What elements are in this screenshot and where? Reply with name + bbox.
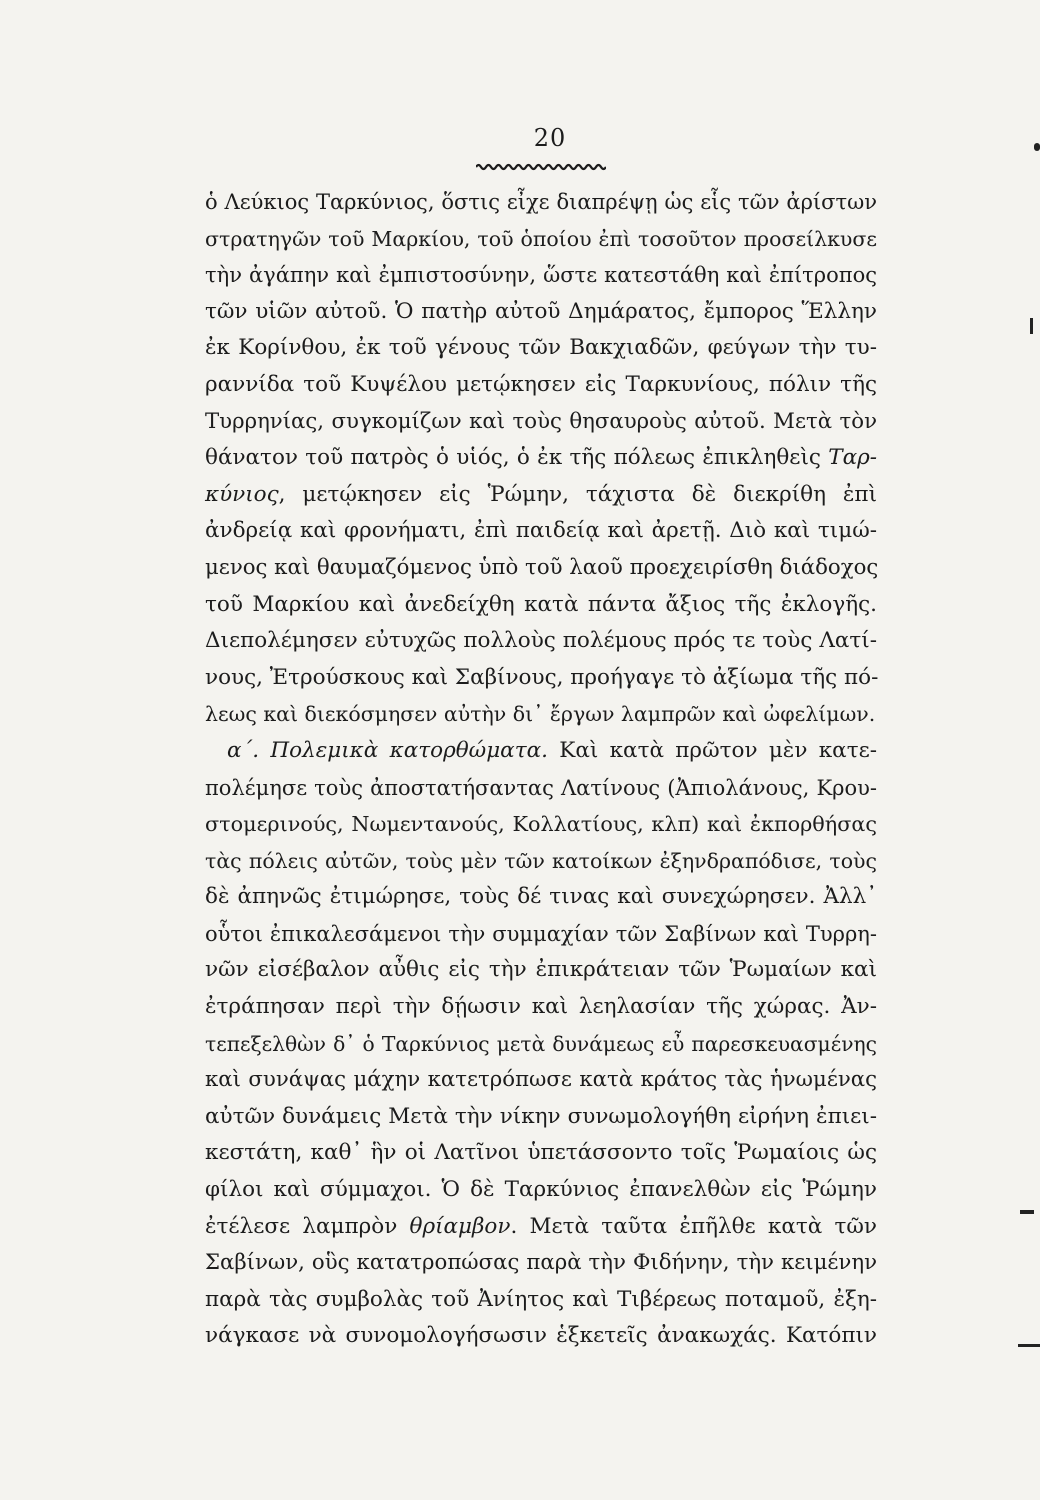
scan-edge-mark: [1020, 1210, 1034, 1214]
text-line: ἐτράπησαν περὶ τὴν δῄωσιν καὶ λεηλασίαν τῆς χώρας. Ἀν-: [205, 994, 877, 1020]
text-line: κύνιος, μετῴκησεν εἰς Ῥώμην, τάχιστα δὲ διεκρίθη ἐπὶ: [205, 481, 877, 507]
text-line: καὶ συνάψας μάχην κατετρόπωσε κατὰ κράτος τὰς ἡνωμένας: [205, 1067, 877, 1093]
text-line: τεπεξελθὼν δ᾽ ὁ Ταρκύνιος μετὰ δυνάμεως εὖ παρεσκευασμένης: [205, 1031, 877, 1056]
text-line: στρατηγῶν τοῦ Μαρκίου, τοῦ ὁποίου ἐπὶ τοσοῦτον προσείλκυσε: [205, 226, 877, 251]
text-line: ὁ Λεύκιος Ταρκύνιος, ὅστις εἶχε διαπρέψῃ ὡς εἷς τῶν ἀρίστων: [205, 190, 877, 214]
text-line: στομερινούς, Νωμεντανούς, Κολλατίους, κλπ) καὶ ἐκπορθήσας: [205, 812, 877, 837]
scan-edge-mark: [1018, 1344, 1040, 1347]
page-number: 20: [533, 124, 567, 152]
text-line: ἐτέλεσε λαμπρὸν θρίαμβον. Μετὰ ταῦτα ἐπῆλθε κατὰ τῶν: [205, 1213, 877, 1239]
text-line: οὗτοι ἐπικαλεσάμενοι τὴν συμμαχίαν τῶν Σαβίνων καὶ Τυρρη-: [205, 921, 877, 946]
italic-word: θρίαμβον: [409, 1213, 511, 1239]
text-line: Διεπολέμησεν εὐτυχῶς πολλοὺς πολέμους πρός τε τοὺς Λατί-: [205, 628, 877, 654]
text-line: θάνατον τοῦ πατρὸς ὁ υἱός, ὁ ἐκ τῆς πόλεως ἐπικληθεὶς Ταρ-: [205, 445, 877, 471]
text-line: παρὰ τὰς συμβολὰς τοῦ Ἀνίητος καὶ Τιβέρεως ποταμοῦ, ἐξη-: [205, 1286, 877, 1312]
section-heading-line: α΄. Πολεμικὰ κατορθώματα. Καὶ κατὰ πρῶτον μὲν κατε-: [227, 737, 877, 763]
body-text: [205, 184, 877, 1355]
scan-edge-mark: [1030, 318, 1033, 334]
text-line: τὴν ἀγάπην καὶ ἐμπιστοσύνην, ὥστε κατεστάθη καὶ ἐπίτροπος: [205, 263, 877, 288]
decorative-rule: [476, 163, 606, 171]
text-line: δὲ ἀπηνῶς ἐτιμώρησε, τοὺς δέ τινας καὶ συνεχώρησεν. Ἀλλ᾽: [205, 884, 877, 910]
italic-name: Ταρ-: [828, 445, 877, 471]
text-line: λεως καὶ διεκόσμησεν αὐτὴν δι᾽ ἔργων λαμπρῶν καὶ ὠφελίμων.: [205, 702, 876, 727]
text-line: νους, Ἐτρούσκους καὶ Σαβίνους, προήγαγε τὸ ἀξίωμα τῆς πό-: [205, 664, 879, 690]
text-line: πολέμησε τοὺς ἀποστατήσαντας Λατίνους (Ἀπιολάνους, Κρου-: [205, 775, 877, 800]
text-line: αὐτῶν δυνάμεις Μετὰ τὴν νίκην συνωμολογήθη εἰρήνη ἐπιει-: [205, 1103, 877, 1129]
text-line: τῶν υἱῶν αὐτοῦ. Ὁ πατὴρ αὐτοῦ Δημάρατος, ἔμπορος Ἕλλην: [205, 298, 877, 324]
text-line: ἀνδρείᾳ καὶ φρονήματι, ἐπὶ παιδείᾳ καὶ ἀρετῇ. Διὸ καὶ τιμώ-: [205, 518, 877, 544]
text-line: Τυρρηνίας, συγκομίζων καὶ τοὺς θησαυροὺς αὐτοῦ. Μετὰ τὸν: [205, 408, 877, 434]
text-line: ραννίδα τοῦ Κυψέλου μετῴκησεν εἰς Ταρκυνίους, πόλιν τῆς: [205, 371, 877, 397]
text-line: Σαβίνων, οὓς κατατροπώσας παρὰ τὴν Φιδήνην, τὴν κειμένην: [205, 1250, 877, 1276]
text-line: νῶν εἰσέβαλον αὖθις εἰς τὴν ἐπικράτειαν τῶν Ῥωμαίων καὶ: [205, 957, 877, 983]
text-line: μενος καὶ θαυμαζόμενος ὑπὸ τοῦ λαοῦ προεχειρίσθη διάδοχος: [205, 554, 879, 580]
text-line: ἐκ Κορίνθου, ἐκ τοῦ γένους τῶν Βακχιαδῶν, φεύγων τὴν τυ-: [205, 335, 877, 361]
italic-name: κύνιος: [205, 481, 279, 507]
text-line: φίλοι καὶ σύμμαχοι. Ὁ δὲ Ταρκύνιος ἐπανελθὼν εἰς Ῥώμην: [205, 1177, 877, 1203]
text-line: νάγκασε νὰ συνομολογήσωσιν ἑξκετεῖς ἀνακωχάς. Κατόπιν: [205, 1323, 877, 1349]
section-heading: α΄. Πολεμικὰ κατορθώματα.: [227, 737, 548, 763]
text-line: τὰς πόλεις αὐτῶν, τοὺς μὲν τῶν κατοίκων ἐξηνδραπόδισε, τοὺς: [205, 848, 877, 873]
text-line: κεστάτη, καθ᾽ ἣν οἱ Λατῖνοι ὑπετάσσοντο τοῖς Ῥωμαίοις ὡς: [205, 1140, 877, 1166]
text-line: τοῦ Μαρκίου καὶ ἀνεδείχθη κατὰ πάντα ἄξιος τῆς ἐκλογῆς.: [205, 591, 877, 617]
scan-edge-mark: [1034, 143, 1040, 151]
